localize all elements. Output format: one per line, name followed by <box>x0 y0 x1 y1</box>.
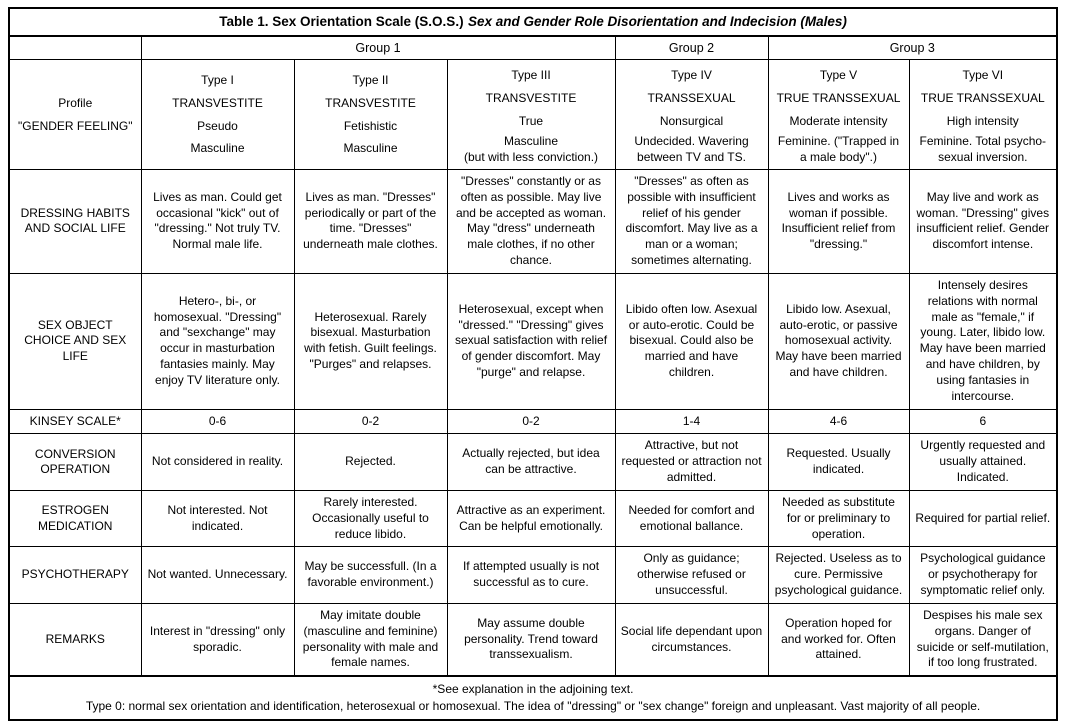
type-category: TRANSVESTITE <box>325 95 416 110</box>
footnote-line1: *See explanation in the adjoining text. <box>432 682 634 697</box>
row-cell: Actually rejected, but idea can be attractive. <box>447 434 615 490</box>
row-cell: Urgently requested and usually attained. Indicated. <box>909 434 1057 490</box>
table-row <box>9 547 1057 603</box>
type-feeling: Feminine. Total psycho- sexual inversion. <box>919 133 1047 164</box>
type-name: Type VI <box>962 68 1004 83</box>
row-cell: Interest in "dressing" only sporadic. <box>141 603 294 676</box>
type-category: TRANSSEXUAL <box>647 91 736 106</box>
row-cell: Not considered in reality. <box>141 434 294 490</box>
group-header-3: Group 3 <box>768 36 1057 60</box>
row-cell: Attractive as an experiment. Can be helpful emotionally. <box>447 490 615 546</box>
row-cell: Rejected. <box>294 434 447 490</box>
type-name: Type I <box>201 73 234 87</box>
row-cell: Required for partial relief. <box>909 490 1057 546</box>
row-cell: Not interested. Not indicated. <box>141 490 294 546</box>
type-feeling: Feminine. ("Trapped in a male body".) <box>777 133 900 164</box>
type-column-3 <box>447 60 615 170</box>
row-cell: 4-6 <box>768 409 909 434</box>
footnote-row <box>9 676 1057 720</box>
row-cell: 1-4 <box>615 409 768 434</box>
row-label-psychotherapy: PSYCHOTHERAPY <box>9 547 141 603</box>
group-header-1: Group 1 <box>141 36 615 60</box>
row-cell: Hetero-, bi-, or homosexual. "Dressing" and "sexchange" may occur in masturbation fantasies mainly. May enjoy TV literature only. <box>141 273 294 409</box>
type-qualifier: High intensity <box>946 113 1019 128</box>
row-cell: Operation hoped for and worked for. Often attained. <box>768 603 909 676</box>
row-cell: May be successfull. (In a favorable environment.) <box>294 547 447 603</box>
table-title-row <box>9 8 1057 36</box>
type-feeling: Undecided. Wavering between TV and TS. <box>634 133 749 164</box>
table-row <box>9 273 1057 409</box>
table-row <box>9 409 1057 434</box>
type-column-5 <box>768 60 909 170</box>
profile-header-line2: "GENDER FEELING" <box>17 118 133 133</box>
table-row <box>9 603 1057 676</box>
type-name: Type IV <box>671 68 712 83</box>
row-cell: Rejected. Useless as to cure. Permissive psychological guidance. <box>768 547 909 603</box>
row-cell: Psychological guidance or psychotherapy for symptomatic relief only. <box>909 547 1057 603</box>
table-title-line2: Sex and Gender Role Disorientation and Indecision (Males) <box>468 14 847 29</box>
row-cell: Libido low. Asexual, auto-erotic, or passive homosexual activity. May have been married and have children. <box>768 273 909 409</box>
row-cell: May live and work as woman. "Dressing" gives insufficient relief. Gender discomfort intense. <box>909 169 1057 273</box>
type-qualifier: Fetishistic <box>343 118 398 133</box>
row-cell: Needed as substitute for or preliminary to operation. <box>768 490 909 546</box>
row-cell: Lives as man. "Dresses" periodically or part of the time. "Dresses" underneath male clothes. <box>294 169 447 273</box>
row-cell: Intensely desires relations with normal male as "female," if young. Later, libido low. May have been married and have children, by using fantasies in intercourse. <box>909 273 1057 409</box>
table-title <box>9 8 1057 36</box>
table-row <box>9 490 1057 546</box>
row-cell: 0-6 <box>141 409 294 434</box>
row-cell: Social life dependant upon circumstances. <box>615 603 768 676</box>
row-label-conversion-operation: CONVERSION OPERATION <box>9 434 141 490</box>
sos-table <box>8 7 1058 721</box>
profile-row <box>9 60 1057 170</box>
group-header-spacer <box>9 36 141 60</box>
row-cell: 0-2 <box>447 409 615 434</box>
row-cell: Libido often low. Asexual or auto-erotic. Could be bisexual. Could also be married and have children. <box>615 273 768 409</box>
row-cell: "Dresses" constantly or as often as possible. May live and be accepted as woman. May "dress" underneath male clothes, if no other chance. <box>447 169 615 273</box>
type-column-1 <box>141 60 294 170</box>
row-cell: 6 <box>909 409 1057 434</box>
row-cell: Lives as man. Could get occasional "kick" out of "dressing." Not truly TV. Normal male life. <box>141 169 294 273</box>
type-qualifier: True <box>518 113 544 128</box>
row-cell: Rarely interested. Occasionally useful to reduce libido. <box>294 490 447 546</box>
type-column-4 <box>615 60 768 170</box>
type-qualifier: Pseudo <box>197 118 238 133</box>
table-row <box>9 434 1057 490</box>
table-title-line1: Table 1. Sex Orientation Scale (S.O.S.) <box>219 14 464 29</box>
type-qualifier: Nonsurgical <box>659 113 724 128</box>
row-cell: Attractive, but not requested or attraction not admitted. <box>615 434 768 490</box>
row-cell: Requested. Usually indicated. <box>768 434 909 490</box>
type-name: Type V <box>819 68 858 83</box>
type-category: TRANSVESTITE <box>172 95 263 110</box>
type-feeling: Masculine (but with less conviction.) <box>463 133 599 164</box>
row-cell: Heterosexual. Rarely bisexual. Masturbation with fetish. Guilt feelings. "Purges" and relapses. <box>294 273 447 409</box>
row-cell: May imitate double (masculine and feminine) personality with male and female names. <box>294 603 447 676</box>
profile-header-line1: Profile <box>58 95 93 110</box>
table-row <box>9 169 1057 273</box>
row-label-dressing-habits: DRESSING HABITS AND SOCIAL LIFE <box>9 169 141 273</box>
row-cell: Needed for comfort and emotional ballance. <box>615 490 768 546</box>
type-qualifier: Moderate intensity <box>789 113 888 128</box>
type-feeling: Masculine <box>190 141 245 156</box>
type-category: TRUE TRANSSEXUAL <box>776 91 901 106</box>
row-cell: Heterosexual, except when "dressed." "Dressing" gives sexual satisfaction with relief of gender discomfort. May "purge" and relapse. <box>447 273 615 409</box>
row-label-estrogen-medication: ESTROGEN MEDICATION <box>9 490 141 546</box>
type-name: Type II <box>352 73 389 87</box>
footnotes <box>9 676 1057 720</box>
row-label-kinsey-scale: KINSEY SCALE* <box>9 409 141 434</box>
type-name: Type III <box>511 68 551 83</box>
type-column-6 <box>909 60 1057 170</box>
row-cell: Not wanted. Unnecessary. <box>141 547 294 603</box>
group-header-2: Group 2 <box>615 36 768 60</box>
row-label-sex-object-choice: SEX OBJECT CHOICE AND SEX LIFE <box>9 273 141 409</box>
type-category: TRANSVESTITE <box>485 91 577 106</box>
footnote-line2: Type 0: normal sex orientation and identification, heterosexual or homosexual. The idea of "dressing" or "sex change" foreign and unpleasant. Vast majority of all people. <box>85 699 981 714</box>
row-cell: Lives and works as woman if possible. Insufficient relief from "dressing." <box>768 169 909 273</box>
row-cell: Despises his male sex organs. Danger of suicide or self-mutilation, if too long frustrated. <box>909 603 1057 676</box>
row-label-remarks: REMARKS <box>9 603 141 676</box>
type-category: TRUE TRANSSEXUAL <box>920 91 1045 106</box>
row-cell: "Dresses" as often as possible with insufficient relief of his gender discomfort. May live as a man or a woman; sometimes alternating. <box>615 169 768 273</box>
row-cell: Only as guidance; otherwise refused or unsuccessful. <box>615 547 768 603</box>
row-cell: If attempted usually is not successful as to cure. <box>447 547 615 603</box>
row-cell: May assume double personality. Trend toward transsexualism. <box>447 603 615 676</box>
type-feeling: Masculine <box>343 141 398 156</box>
profile-header <box>9 60 141 170</box>
type-column-2 <box>294 60 447 170</box>
row-cell: 0-2 <box>294 409 447 434</box>
group-header-row <box>9 36 1057 60</box>
